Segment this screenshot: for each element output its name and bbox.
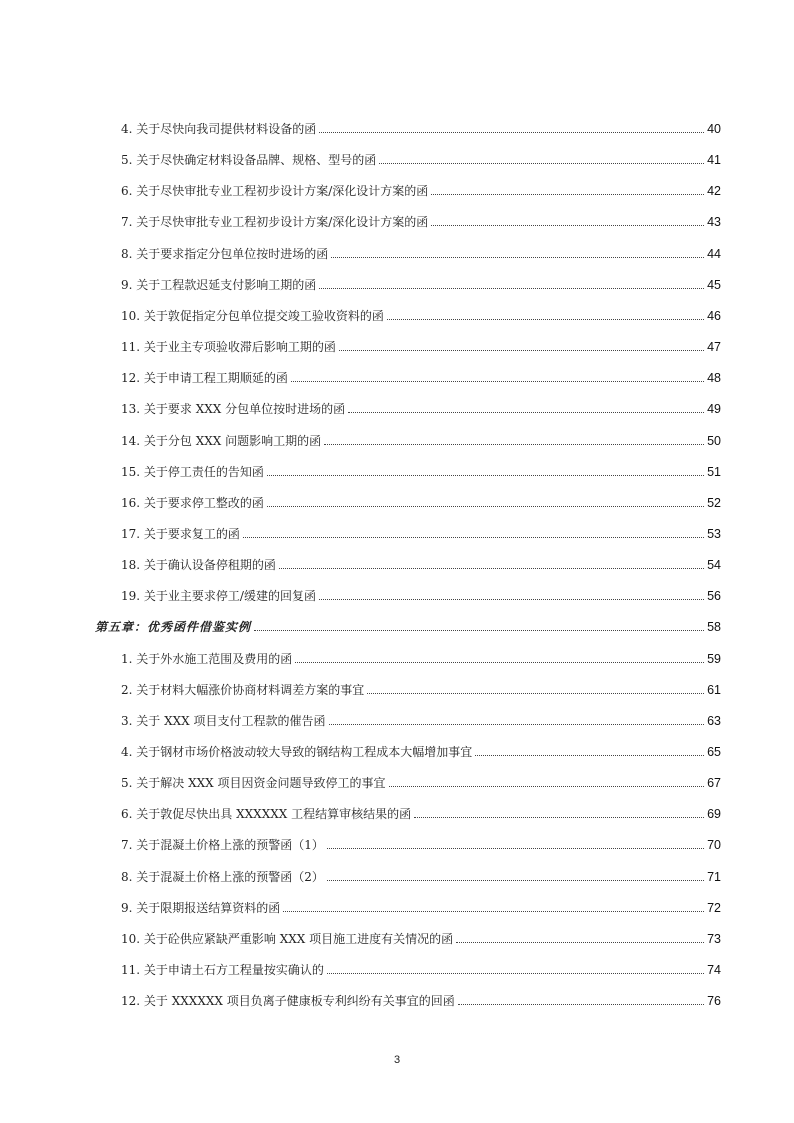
toc-dot-leader [331,256,704,258]
toc-entry-title: 15. 关于停工责任的告知函 [121,465,264,479]
toc-entry[interactable] [121,307,721,325]
toc-dot-leader [458,1003,704,1005]
toc-entry[interactable] [121,120,721,138]
toc-entry-page: 48 [707,371,721,385]
toc-entry[interactable] [121,338,721,356]
toc-dot-leader [389,785,705,787]
toc-entry-page: 54 [707,558,721,572]
toc-entry[interactable] [121,712,721,730]
toc-entry-page: 67 [707,776,721,790]
toc-entry-page: 45 [707,278,721,292]
toc-entry-title: 10. 关于砼供应紧缺严重影响 XXX 项目施工进度有关情况的函 [121,932,454,946]
toc-entry-page: 49 [707,402,721,416]
toc-entry-page: 46 [707,309,721,323]
toc-entry[interactable] [121,245,721,263]
toc-dot-leader [319,287,704,289]
toc-entry-title: 6. 关于尽快审批专业工程初步设计方案/深化设计方案的函 [121,184,429,198]
toc-entry[interactable] [121,992,721,1010]
toc-entry-page: 43 [707,215,721,229]
toc-dot-leader [283,910,704,912]
toc-dot-leader [327,847,704,849]
toc-entry[interactable] [121,681,721,699]
toc-entry[interactable] [121,836,721,854]
toc-dot-leader [367,692,704,694]
toc-dot-leader [339,349,704,351]
toc-entry[interactable] [121,369,721,387]
toc-dot-leader [327,972,704,974]
toc-dot-leader [254,629,704,631]
toc-dot-leader [267,505,704,507]
toc-dot-leader [475,754,704,756]
toc-entry-page: 58 [707,620,721,634]
toc-entry-title: 4. 关于尽快向我司提供材料设备的函 [121,122,317,136]
toc-entry[interactable] [121,587,721,605]
toc-entry-title: 4. 关于钢材市场价格波动较大导致的钢结构工程成本大幅增加事宜 [121,745,473,759]
toc-entry-title: 5. 关于解决 XXX 项目因资金问题导致停工的事宜 [121,776,386,790]
toc-chapter-entry[interactable] [95,618,721,636]
toc-entry-page: 51 [707,465,721,479]
toc-entry-page: 63 [707,714,721,728]
toc-entry[interactable] [121,743,721,761]
toc-dot-leader [291,380,704,382]
toc-entry-page: 42 [707,184,721,198]
toc-dot-leader [324,443,704,445]
toc-entry-title: 8. 关于混凝土价格上涨的预警函（2） [121,870,324,884]
toc-dot-leader [387,318,704,320]
toc-entry-title: 2. 关于材料大幅涨价协商材料调差方案的事宜 [121,683,365,697]
toc-dot-leader [414,816,704,818]
toc-entry[interactable] [121,276,721,294]
toc-entry[interactable] [121,899,721,917]
toc-entry-title: 8. 关于要求指定分包单位按时进场的函 [121,247,329,261]
toc-entry-title: 10. 关于敦促指定分包单位提交竣工验收资料的函 [121,309,384,323]
toc-entry[interactable] [121,463,721,481]
toc-dot-leader [329,723,705,725]
toc-entry-page: 59 [707,652,721,666]
toc-entry-page: 52 [707,496,721,510]
toc-entry-title: 19. 关于业主要求停工/缓建的回复函 [121,589,316,603]
toc-dot-leader [267,474,704,476]
toc-entry[interactable] [121,868,721,886]
toc-entry[interactable] [121,961,721,979]
toc-entry-title: 5. 关于尽快确定材料设备品牌、规格、型号的函 [121,153,377,167]
toc-dot-leader [431,224,704,226]
toc-entry-title: 1. 关于外水施工范围及费用的函 [121,652,293,666]
toc-entry-title: 6. 关于敦促尽快出具 XXXXXX 工程结算审核结果的函 [121,807,412,821]
toc-entry-title: 14. 关于分包 XXX 问题影响工期的函 [121,434,322,448]
toc-dot-leader [348,411,704,413]
toc-entry-page: 41 [707,153,721,167]
toc-entry[interactable] [121,182,721,200]
toc-entry-page: 71 [707,870,721,884]
toc-entry-title: 9. 关于工程款迟延支付影响工期的函 [121,278,317,292]
toc-entry-page: 72 [707,901,721,915]
toc-entry-title: 7. 关于尽快审批专业工程初步设计方案/深化设计方案的函 [121,215,429,229]
toc-entry-page: 74 [707,963,721,977]
toc-entry[interactable] [121,930,721,948]
toc-entry[interactable] [121,805,721,823]
toc-entry-title: 12. 关于申请工程工期顺延的函 [121,371,288,385]
toc-entry[interactable] [121,151,721,169]
toc-entry-title: 11. 关于业主专项验收滞后影响工期的函 [121,340,336,354]
toc-entry[interactable] [121,556,721,574]
toc-dot-leader [379,162,704,164]
toc-entry-page: 53 [707,527,721,541]
toc-entry-page: 61 [707,683,721,697]
toc-dot-leader [327,879,704,881]
toc-entry-title: 11. 关于申请土石方工程量按实确认的 [121,963,324,977]
toc-entry-page: 47 [707,340,721,354]
toc-entry-title: 12. 关于 XXXXXX 项目负离子健康板专利纠纷有关事宜的回函 [121,994,455,1008]
toc-entry-page: 65 [707,745,721,759]
toc-entry-page: 76 [707,994,721,1008]
toc-entry-page: 50 [707,434,721,448]
toc-entry-page: 44 [707,247,721,261]
toc-dot-leader [279,567,704,569]
toc-entry-title: 9. 关于限期报送结算资料的函 [121,901,281,915]
toc-dot-leader [295,661,704,663]
toc-entry-page: 70 [707,838,721,852]
toc-entry-title: 第五章：优秀函件借鉴实例 [95,620,252,634]
toc-entry-title: 7. 关于混凝土价格上涨的预警函（1） [121,838,324,852]
toc-entry[interactable] [121,213,721,231]
toc-entry-page: 73 [707,932,721,946]
toc-entry-title: 16. 关于要求停工整改的函 [121,496,264,510]
toc-entry[interactable] [121,774,721,792]
toc-entry-page: 56 [707,589,721,603]
toc-dot-leader [243,536,704,538]
toc-entry[interactable] [121,525,721,543]
toc-entry-page: 69 [707,807,721,821]
toc-dot-leader [456,941,704,943]
toc-entry-page: 40 [707,122,721,136]
toc-dot-leader [431,193,704,195]
page-number: 3 [393,1054,401,1066]
toc-entry[interactable] [121,400,721,418]
toc-entry[interactable] [121,432,721,450]
toc-dot-leader [319,598,704,600]
toc-dot-leader [319,131,704,133]
toc-entry[interactable] [121,650,721,668]
toc-entry-title: 3. 关于 XXX 项目支付工程款的催告函 [121,714,326,728]
toc-entry-title: 13. 关于要求 XXX 分包单位按时进场的函 [121,402,346,416]
toc-entry[interactable] [121,494,721,512]
toc-entry-title: 18. 关于确认设备停租期的函 [121,558,276,572]
toc-entry-title: 17. 关于要求复工的函 [121,527,240,541]
